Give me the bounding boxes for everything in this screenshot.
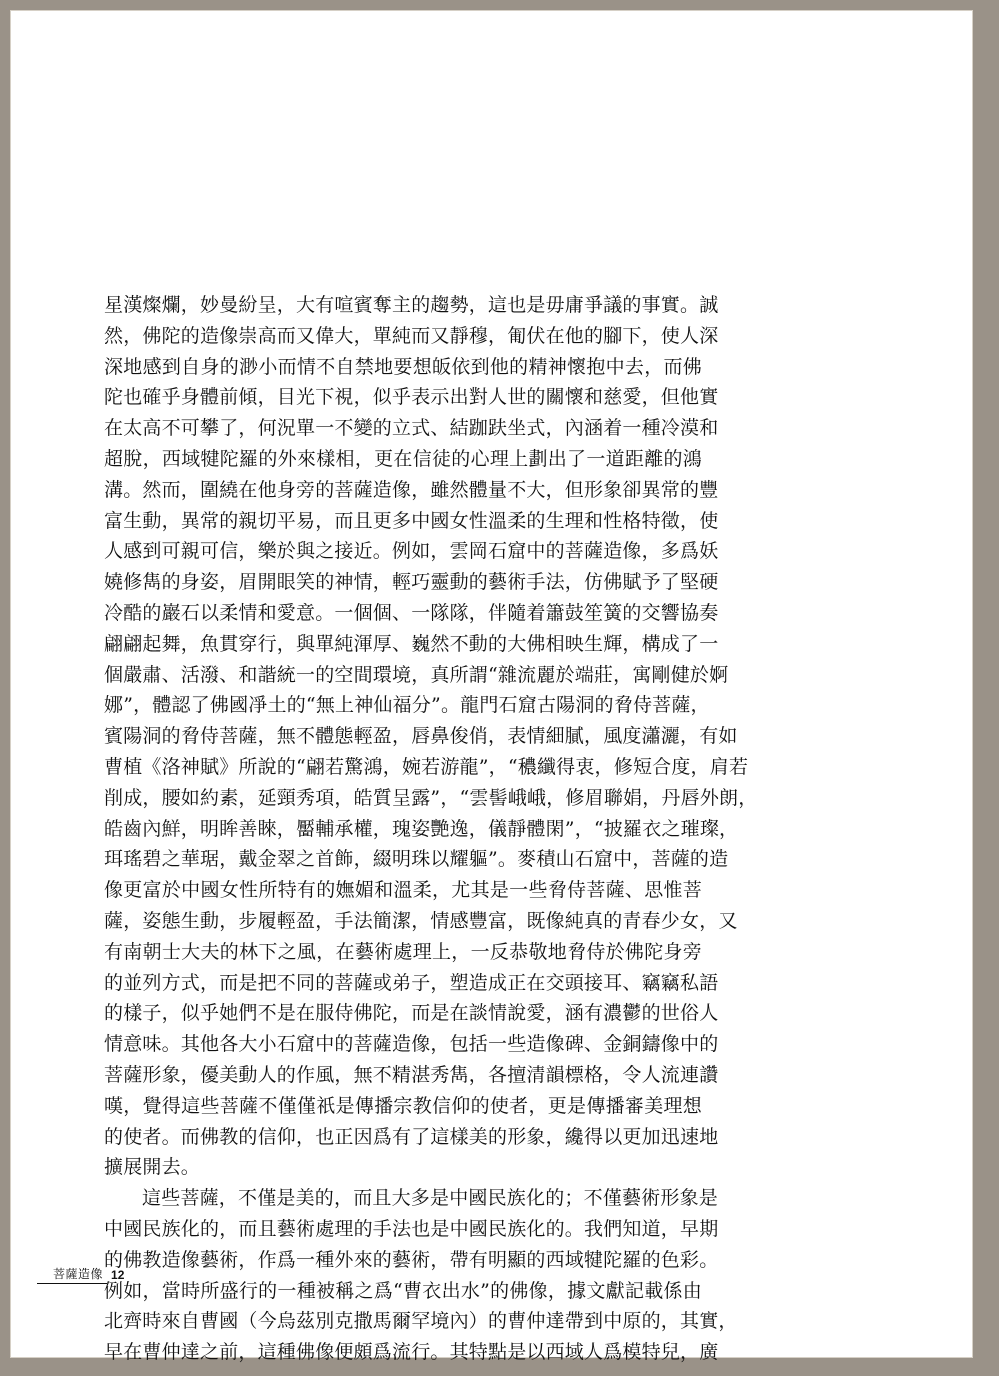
text-line: 嘆，覺得這些菩薩不僅僅祇是傳播宗教信仰的使者，更是傳播審美理想	[104, 1094, 702, 1117]
body-text	[104, 290, 758, 1368]
text-line: 富生動，異常的親切平易，而且更多中國女性溫柔的生理和性格特徵，使	[104, 509, 719, 532]
text-line: 的並列方式，而是把不同的菩薩或弟子，塑造成正在交頭接耳、竊竊私語	[104, 971, 719, 994]
paragraph	[104, 290, 758, 1183]
text-line: 珥瑤碧之華琚，戴金翠之首飾，綴明珠以耀軀”。麥積山石窟中，菩薩的造	[104, 848, 729, 871]
text-line: 例如，當時所盛行的一種被稱之爲“曹衣出水”的佛像，據文獻記載係由	[104, 1279, 702, 1302]
text-line: 冷酷的巖石以柔情和愛意。一個個、一隊隊，伴隨着簫鼓笙簧的交響協奏	[104, 601, 719, 624]
text-line: 有南朝士大夫的林下之風，在藝術處理上，一反恭敬地脅侍於佛陀身旁	[104, 940, 702, 963]
text-line: 薩，姿態生動，步履輕盈，手法簡潔，情感豐富，既像純真的青春少女，又	[104, 909, 738, 932]
text-line: 人感到可親可信，樂於與之接近。例如，雲岡石窟中的菩薩造像，多爲妖	[104, 540, 719, 563]
text-line: 娜”，體認了佛國凈土的“無上神仙福分”。龍門石窟古陽洞的脅侍菩薩，	[104, 694, 710, 717]
text-line: 菩薩形象，優美動人的作風，無不精湛秀雋，各擅清韻標格，令人流連讚	[104, 1063, 719, 1086]
text-line: 陀也確乎身體前傾，目光下視，似乎表示出對人世的關懷和慈愛，但他實	[104, 386, 719, 409]
text-line: 早在曹仲達之前，這種佛像便頗爲流行。其特點是以西域人爲模特兒，廣	[104, 1341, 719, 1364]
text-line: 超脫，西域犍陀羅的外來樣相，更在信徒的心理上劃出了一道距離的鴻	[104, 447, 702, 470]
text-line: 情意味。其他各大小石窟中的菩薩造像，包括一些造像碑、金銅鑄像中的	[104, 1033, 719, 1056]
document-page	[10, 10, 973, 1364]
text-line: 曹植《洛神賦》所說的“翩若驚鴻，婉若游龍”，“穠纖得衷，修短合度，肩若	[104, 755, 749, 778]
text-line: 北齊時來自曹國（今烏茲別克撒馬爾罕境內）的曹仲達帶到中原的，其實，	[104, 1310, 738, 1333]
text-line: 嬈修雋的身姿，眉開眼笑的神情，輕巧靈動的藝術手法，仿佛賦予了堅硬	[104, 571, 719, 594]
text-line: 深地感到自身的渺小而情不自禁地要想皈依到他的精神懷抱中去，而佛	[104, 355, 702, 378]
text-line: 中國民族化的，而且藝術處理的手法也是中國民族化的。我們知道，早期	[104, 1217, 719, 1240]
text-line: 像更富於中國女性所特有的嫵媚和溫柔，尤其是一些脅侍菩薩、思惟菩	[104, 879, 702, 902]
text-line: 星漢燦爛，妙曼紛呈，大有喧賓奪主的趨勢，這也是毋庸爭議的事實。誠	[104, 294, 719, 316]
text-line: 擴展開去。	[104, 1156, 201, 1179]
paragraph	[104, 1183, 738, 1368]
page-footer	[37, 1265, 124, 1284]
text-line: 的使者。而佛教的信仰，也正因爲有了這樣美的形象，纔得以更加迅速地	[104, 1125, 719, 1148]
text-line: 然，佛陀的造像崇高而又偉大，單純而又靜穆，匍伏在他的腳下，使人深	[104, 324, 719, 347]
running-footer-title: 菩薩造像	[37, 1265, 107, 1284]
text-line: 的佛教造像藝術，作爲一種外來的藝術，帶有明顯的西域犍陀羅的色彩。	[104, 1248, 719, 1271]
text-line: 削成，腰如約素，延頸秀項，皓質呈露”，“雲髻峨峨，修眉聯娟，丹唇外朗，	[104, 786, 758, 809]
page-number: 12	[111, 1267, 125, 1282]
text-line: 在太高不可攀了，何況單一不變的立式、結跏趺坐式，內涵着一種冷漠和	[104, 417, 719, 440]
text-line: 賓陽洞的脅侍菩薩，無不體態輕盈，唇鼻俊俏，表情細膩，風度瀟灑，有如	[104, 725, 738, 748]
text-line: 的樣子，似乎她們不是在服侍佛陀，而是在談情說愛，涵有濃鬱的世俗人	[104, 1002, 719, 1025]
text-line: 皓齒內鮮，明眸善睞，靨輔承權，瑰姿艷逸，儀靜體閑”，“披羅衣之璀璨，	[104, 817, 739, 840]
text-line: 溝。然而，圍繞在他身旁的菩薩造像，雖然體量不大，但形象卻異常的豐	[104, 478, 719, 501]
text-line: 這些菩薩，不僅是美的，而且大多是中國民族化的；不僅藝術形象是	[142, 1187, 719, 1210]
text-line: 個嚴肅、活潑、和諧統一的空間環境，真所謂“雜流麗於端莊，寓剛健於婀	[104, 663, 729, 686]
text-line: 翩翩起舞，魚貫穿行，與單純渾厚、巍然不動的大佛相映生輝，構成了一	[104, 632, 719, 655]
